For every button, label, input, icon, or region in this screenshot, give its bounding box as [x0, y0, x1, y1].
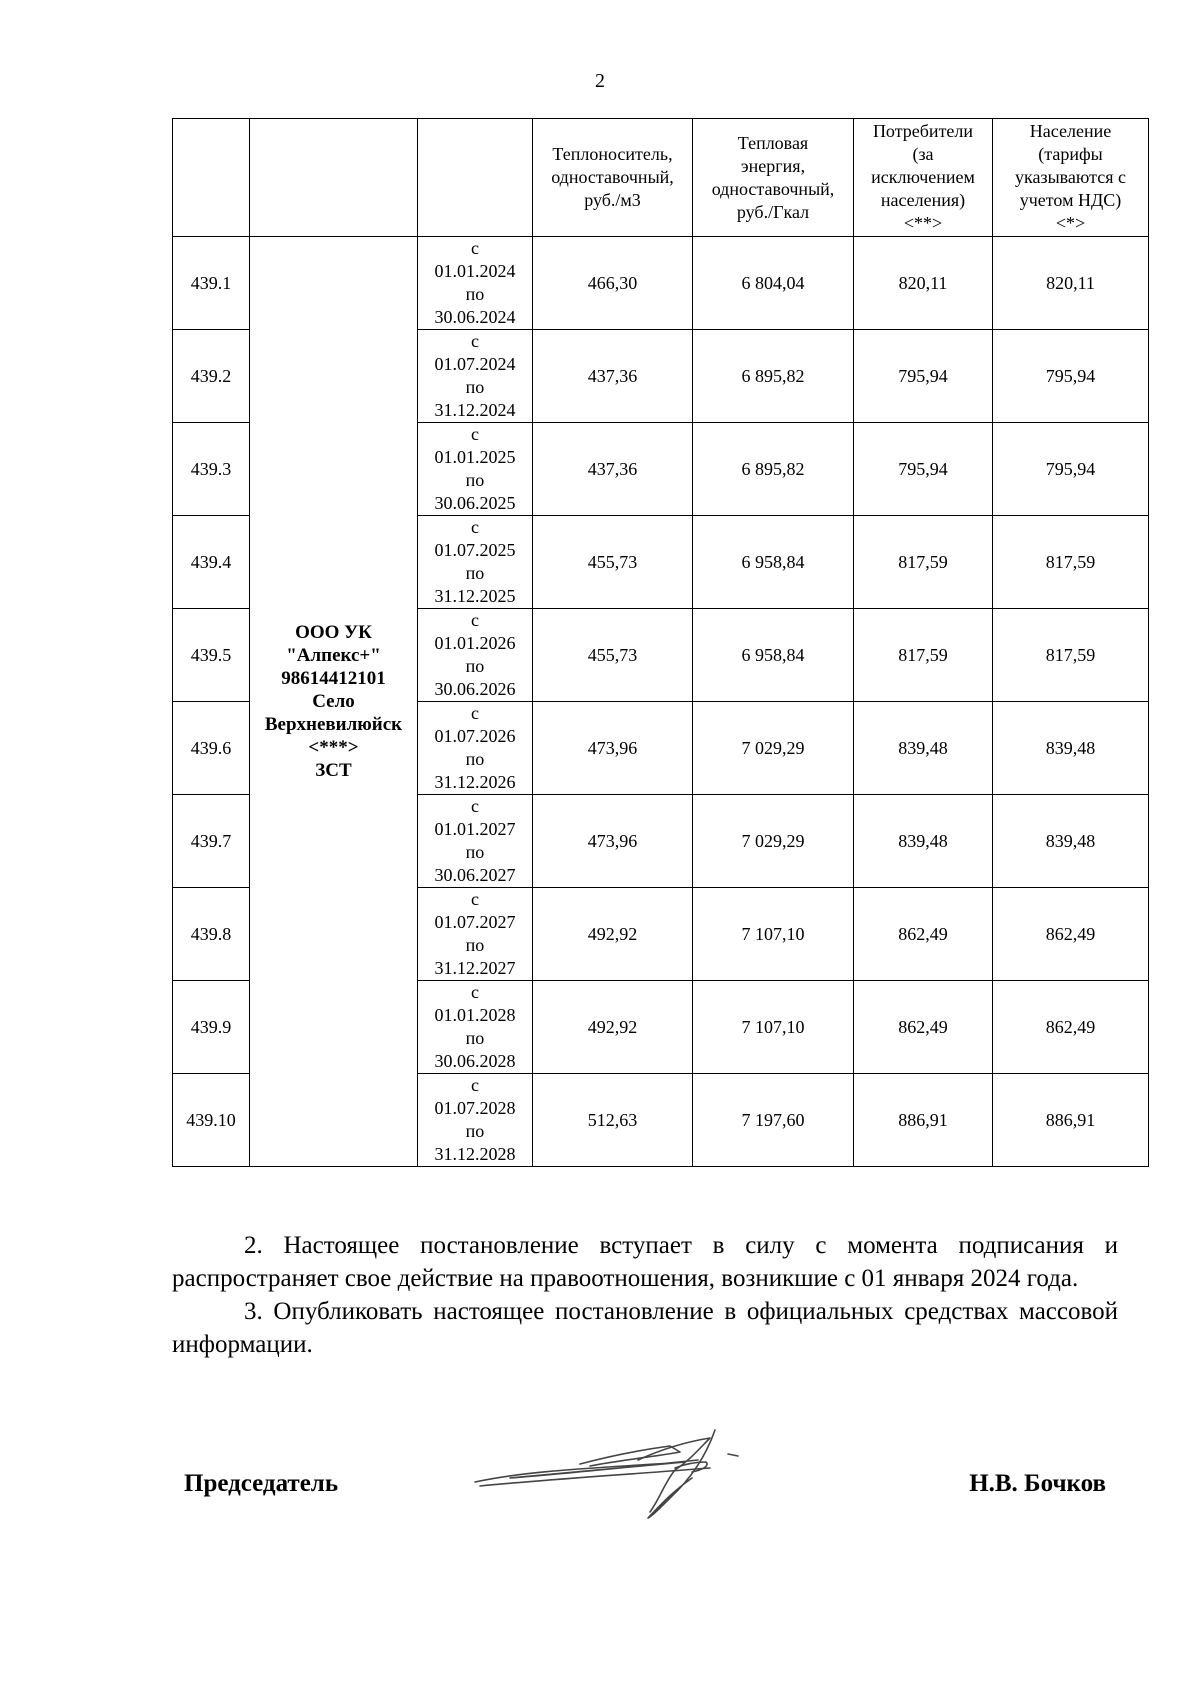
row-number-cell: 439.10 — [173, 1074, 250, 1167]
period-line: по — [465, 1028, 485, 1048]
population-tariff-cell: 795,94 — [993, 330, 1149, 423]
period-line: по — [465, 842, 485, 862]
heat-tariff-cell: 6 895,82 — [693, 423, 854, 516]
header-line: (тарифы — [1038, 144, 1103, 164]
carrier-tariff-cell: 492,92 — [533, 981, 693, 1074]
population-tariff-cell: 795,94 — [993, 423, 1149, 516]
period-line: 30.06.2025 — [434, 493, 516, 513]
consumers-tariff-cell: 839,48 — [854, 702, 993, 795]
organization-line: Верхневилюйск — [264, 714, 403, 735]
period-line: 30.06.2028 — [434, 1051, 516, 1071]
carrier-tariff-cell: 437,36 — [533, 330, 693, 423]
period-line: 30.06.2024 — [434, 307, 516, 327]
carrier-tariff-cell: 437,36 — [533, 423, 693, 516]
organization-line: <***> — [308, 737, 359, 758]
row-number-cell: 439.1 — [173, 237, 250, 330]
consumers-tariff-cell: 795,94 — [854, 423, 993, 516]
row-number-cell: 439.5 — [173, 609, 250, 702]
row-number-cell: 439.6 — [173, 702, 250, 795]
period-cell — [418, 888, 533, 981]
period-line: с — [471, 517, 479, 537]
period-line: 30.06.2026 — [434, 679, 516, 699]
period-cell — [418, 516, 533, 609]
period-line: 30.06.2027 — [434, 865, 516, 885]
handwritten-signature — [470, 1420, 790, 1540]
period-line: 01.01.2027 — [434, 819, 516, 839]
organization-line: "Алпекс+" — [286, 645, 381, 666]
period-line: 01.01.2025 — [434, 447, 516, 467]
signer-position: Председатель — [184, 1470, 339, 1497]
population-tariff-cell: 839,48 — [993, 795, 1149, 888]
period-cell — [418, 423, 533, 516]
period-line: с — [471, 1075, 479, 1095]
period-line: с — [471, 796, 479, 816]
period-line: 01.07.2024 — [434, 354, 516, 374]
heat-tariff-cell: 7 107,10 — [693, 888, 854, 981]
period-line: по — [465, 470, 485, 490]
period-line: 31.12.2024 — [434, 400, 516, 420]
period-line: по — [465, 749, 485, 769]
header-cell — [693, 119, 854, 237]
period-line: по — [465, 284, 485, 304]
header-line: (за — [912, 144, 934, 164]
header-cell — [418, 119, 533, 237]
paragraph-3: 3. Опубликовать настоящее постановление в официальных средствах массовой информации. — [172, 1298, 1118, 1358]
heat-tariff-cell: 6 958,84 — [693, 516, 854, 609]
consumers-tariff-cell: 817,59 — [854, 609, 993, 702]
carrier-tariff-cell: 455,73 — [533, 516, 693, 609]
header-line: энергия, — [740, 155, 806, 176]
table-row — [173, 237, 1149, 330]
row-number-cell: 439.3 — [173, 423, 250, 516]
header-line: Потребители — [872, 121, 974, 141]
period-line: по — [465, 1121, 485, 1141]
header-line: Тепловая — [737, 132, 809, 153]
header-line: исключением — [871, 167, 975, 187]
heat-tariff-cell: 6 895,82 — [693, 330, 854, 423]
period-line: 01.07.2026 — [434, 726, 516, 746]
population-tariff-cell: 817,59 — [993, 516, 1149, 609]
carrier-tariff-cell: 473,96 — [533, 795, 693, 888]
carrier-tariff-cell: 455,73 — [533, 609, 693, 702]
row-number-cell: 439.2 — [173, 330, 250, 423]
period-line: с — [471, 982, 479, 1002]
header-line: указываются с — [1015, 167, 1126, 187]
heat-tariff-cell: 7 029,29 — [693, 795, 854, 888]
period-cell — [418, 1074, 533, 1167]
paragraph-2: 2. Настоящее постановление вступает в силу с момента подписания и распространяет свое действие на правоотношения, возникшие с 01 января 2024 года. — [172, 1232, 1118, 1292]
consumers-tariff-cell: 795,94 — [854, 330, 993, 423]
header-line: одноставочный, — [551, 167, 674, 187]
organization-line: Село — [312, 691, 355, 712]
header-line: <*> — [1055, 213, 1086, 233]
header-line: одноставочный, — [711, 178, 835, 199]
period-line: 01.07.2027 — [434, 912, 516, 932]
tariff-table — [172, 118, 1149, 1167]
header-line: руб./Гкал — [736, 201, 810, 222]
carrier-tariff-cell: 466,30 — [533, 237, 693, 330]
header-cell — [173, 119, 250, 237]
period-line: с — [471, 610, 479, 630]
page-number: 2 — [595, 70, 605, 92]
period-line: по — [465, 935, 485, 955]
period-line: 01.01.2026 — [434, 633, 516, 653]
period-line: 01.01.2028 — [434, 1005, 516, 1025]
period-line: с — [471, 889, 479, 909]
heat-tariff-cell: 7 197,60 — [693, 1074, 854, 1167]
period-line: по — [465, 656, 485, 676]
consumers-tariff-cell: 862,49 — [854, 981, 993, 1074]
period-line: 31.12.2025 — [434, 586, 516, 606]
signature-block — [0, 1420, 1200, 1540]
period-line: 01.07.2025 — [434, 540, 516, 560]
period-line: с — [471, 238, 479, 258]
population-tariff-cell: 817,59 — [993, 609, 1149, 702]
period-line: по — [465, 377, 485, 397]
table-header-row — [173, 119, 1149, 237]
organization-line: ЗСТ — [315, 760, 352, 781]
header-cell — [533, 119, 693, 237]
period-line: 31.12.2027 — [434, 958, 516, 978]
population-tariff-cell: 862,49 — [993, 888, 1149, 981]
period-cell — [418, 237, 533, 330]
population-tariff-cell: 862,49 — [993, 981, 1149, 1074]
period-line: 31.12.2026 — [434, 772, 516, 792]
header-cell — [250, 119, 418, 237]
heat-tariff-cell: 6 958,84 — [693, 609, 854, 702]
period-line: с — [471, 703, 479, 723]
header-line: населения) — [880, 190, 966, 210]
period-line: с — [471, 331, 479, 351]
header-line: Теплоноситель, — [552, 144, 673, 164]
consumers-tariff-cell: 886,91 — [854, 1074, 993, 1167]
population-tariff-cell: 886,91 — [993, 1074, 1149, 1167]
signer-name: Н.В. Бочков — [969, 1470, 1106, 1497]
consumers-tariff-cell: 839,48 — [854, 795, 993, 888]
organization-line: ООО УК — [295, 622, 372, 643]
heat-tariff-cell: 7 029,29 — [693, 702, 854, 795]
population-tariff-cell: 839,48 — [993, 702, 1149, 795]
population-tariff-cell: 820,11 — [993, 237, 1149, 330]
consumers-tariff-cell: 817,59 — [854, 516, 993, 609]
header-cell — [854, 119, 993, 237]
carrier-tariff-cell: 492,92 — [533, 888, 693, 981]
period-line: с — [471, 424, 479, 444]
carrier-tariff-cell: 512,63 — [533, 1074, 693, 1167]
row-number-cell: 439.4 — [173, 516, 250, 609]
consumers-tariff-cell: 820,11 — [854, 237, 993, 330]
period-cell — [418, 795, 533, 888]
row-number-cell: 439.7 — [173, 795, 250, 888]
row-number-cell: 439.8 — [173, 888, 250, 981]
period-line: по — [465, 563, 485, 583]
period-line: 01.01.2024 — [434, 261, 516, 281]
carrier-tariff-cell: 473,96 — [533, 702, 693, 795]
header-cell — [993, 119, 1149, 237]
period-cell — [418, 981, 533, 1074]
organization-line: 98614412101 — [281, 668, 386, 689]
row-number-cell: 439.9 — [173, 981, 250, 1074]
header-line: <**> — [903, 213, 943, 233]
period-cell — [418, 330, 533, 423]
header-line: руб./м3 — [584, 190, 641, 210]
period-cell — [418, 609, 533, 702]
period-line: 31.12.2028 — [434, 1144, 516, 1164]
consumers-tariff-cell: 862,49 — [854, 888, 993, 981]
header-line: учетом НДС) — [1019, 190, 1122, 210]
period-cell — [418, 702, 533, 795]
header-line: Население — [1029, 121, 1112, 141]
body-paragraphs — [172, 1229, 1118, 1361]
organization-cell — [250, 237, 418, 1167]
period-line: 01.07.2028 — [434, 1098, 516, 1118]
heat-tariff-cell: 6 804,04 — [693, 237, 854, 330]
heat-tariff-cell: 7 107,10 — [693, 981, 854, 1074]
